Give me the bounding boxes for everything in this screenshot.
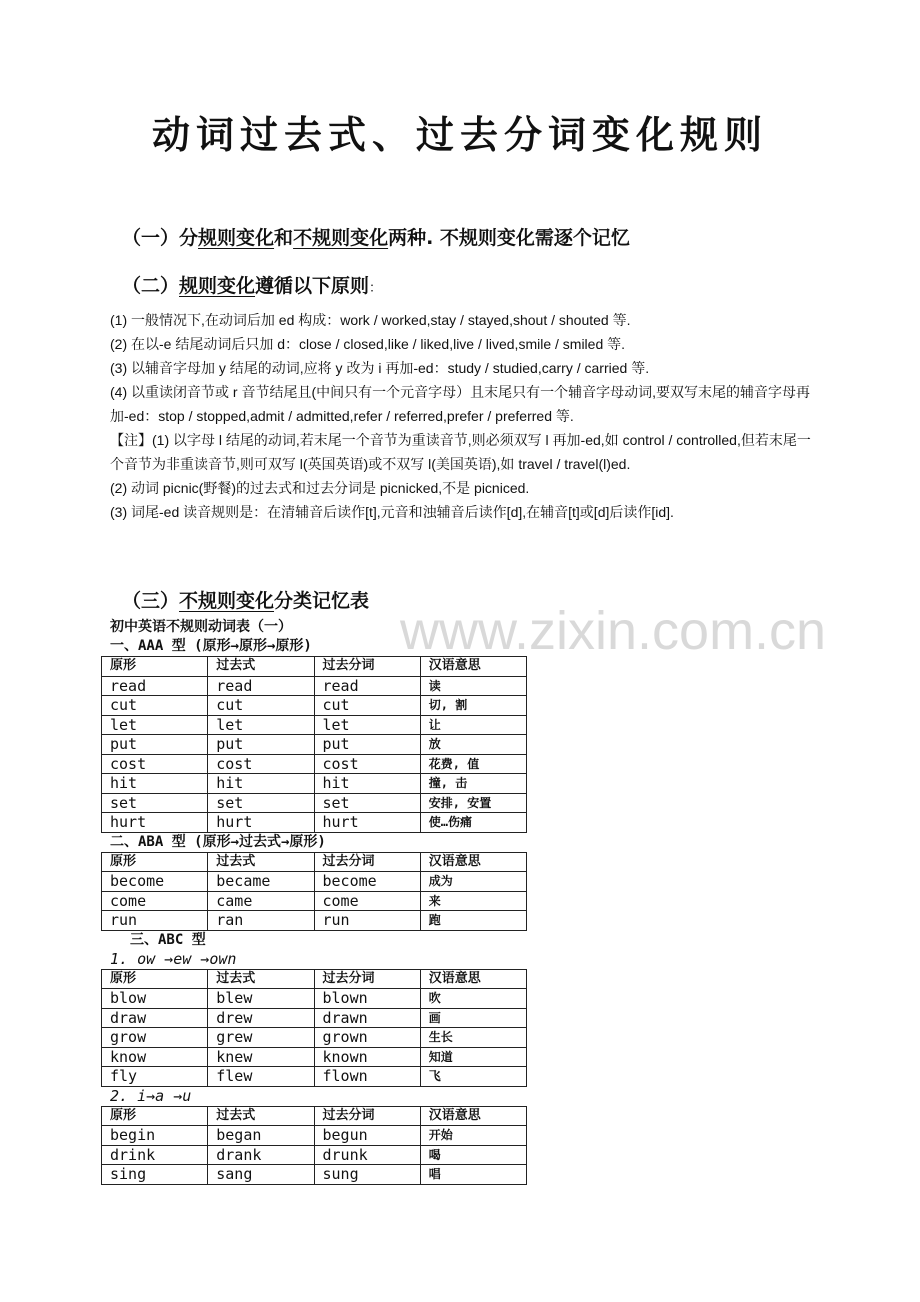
note-2: (2) 动词 picnic(野餐)的过去式和过去分词是 picnicked,不是 picniced. [110, 480, 530, 496]
abc-caption: 三、ABC 型 [130, 931, 206, 948]
table-header-row [102, 1106, 527, 1126]
cell-past: ran [208, 911, 314, 931]
section-1-heading [122, 223, 630, 250]
rules-list [110, 308, 815, 524]
aba-table [101, 852, 527, 931]
section-1-text-a: 分 [179, 227, 199, 249]
section-3-irregular: 不规则变化 [179, 590, 275, 612]
cell-meaning: 跑 [420, 911, 526, 931]
cell-meaning: 开始 [420, 1126, 526, 1146]
cell-participle: put [314, 735, 420, 755]
cell-past: became [208, 872, 314, 892]
table-row [102, 989, 527, 1009]
header-base: 原形 [102, 657, 208, 677]
cell-base: put [102, 735, 208, 755]
table-row [102, 1165, 527, 1185]
cell-base: draw [102, 1008, 208, 1028]
cell-participle: begun [314, 1126, 420, 1146]
cell-participle: known [314, 1047, 420, 1067]
page-title: 动词过去式、过去分词变化规则 [151, 112, 768, 157]
cell-past: knew [208, 1047, 314, 1067]
cell-participle: blown [314, 989, 420, 1009]
table-header-row [102, 657, 527, 677]
section-2-regular: 规则变化 [179, 275, 256, 297]
header-meaning: 汉语意思 [420, 1106, 526, 1126]
cell-participle: hit [314, 774, 420, 794]
section-2-heading [122, 271, 382, 298]
cell-participle: drawn [314, 1008, 420, 1028]
cell-participle: set [314, 793, 420, 813]
cell-base: hurt [102, 813, 208, 833]
cell-meaning: 来 [420, 891, 526, 911]
cell-participle: run [314, 911, 420, 931]
table-row [102, 754, 527, 774]
cell-base: know [102, 1047, 208, 1067]
cell-past: blew [208, 989, 314, 1009]
cell-participle: grown [314, 1028, 420, 1048]
section-2-text-b: 遵循以下原则 [255, 275, 370, 297]
header-meaning: 汉语意思 [420, 852, 526, 872]
section-1-regular: 规则变化 [198, 227, 275, 249]
table-row [102, 891, 527, 911]
cell-base: run [102, 911, 208, 931]
header-meaning: 汉语意思 [420, 969, 526, 989]
cell-base: sing [102, 1165, 208, 1185]
cell-past: cut [208, 696, 314, 716]
cell-base: hit [102, 774, 208, 794]
rule-4: (4) 以重读闭音节或 r 音节结尾且(中间只有一个元音字母）且末尾只有一个辅音字母动词,要双写末尾的辅音字母再加-ed：stop / stopped,admit / admitted,refer / referred,prefer / preferred 等. [110, 384, 810, 424]
note-1: 【注】(1) 以字母 l 结尾的动词,若末尾一个音节为重读音节,则必须双写 l 再加-ed,如 control / controlled,但若末尾一个音节为非重读音节,则可双写 l(英国英语)或不双写 l(美国英语),如 travel / travel(l)ed. [110, 432, 811, 472]
cell-base: read [102, 676, 208, 696]
table-row [102, 911, 527, 931]
table-row [102, 696, 527, 716]
cell-participle: let [314, 715, 420, 735]
table-row [102, 735, 527, 755]
table-row [102, 1047, 527, 1067]
aaa-table [101, 656, 527, 833]
header-base: 原形 [102, 1106, 208, 1126]
rule-2: (2) 在以-e 结尾动词后只加 d：close / closed,like / liked,live / lived,smile / smiled 等. [110, 336, 626, 352]
cell-participle: flown [314, 1067, 420, 1087]
cell-past: put [208, 735, 314, 755]
cell-base: cut [102, 696, 208, 716]
rule-3: (3) 以辅音字母加 y 结尾的动词,应将 y 改为 i 再加-ed：study / studied,carry / carried 等. [110, 360, 650, 376]
section-2-colon: ： [369, 281, 383, 296]
cell-past: set [208, 793, 314, 813]
irregular-verb-tables [110, 618, 530, 1185]
table-row [102, 1067, 527, 1087]
table-row [102, 1028, 527, 1048]
table-header-row [102, 969, 527, 989]
aaa-caption: 一、AAA 型 (原形→原形→原形) [110, 638, 312, 654]
header-past: 过去式 [208, 1106, 314, 1126]
abc-group-2-caption: 2. i→a →u [110, 1086, 192, 1105]
header-participle: 过去分词 [314, 852, 420, 872]
table-row [102, 813, 527, 833]
cell-past: hit [208, 774, 314, 794]
abc-group-2-table [101, 1106, 527, 1185]
section-1-text-e: 两种. 不规则变化需逐个记忆 [388, 227, 630, 249]
cell-meaning: 吹 [420, 989, 526, 1009]
cell-meaning: 使…伤痛 [420, 813, 526, 833]
section-1-irregular: 不规则变化 [293, 227, 389, 249]
cell-past: cost [208, 754, 314, 774]
header-past: 过去式 [208, 852, 314, 872]
section-3-heading [122, 586, 369, 613]
cell-meaning: 安排, 安置 [420, 793, 526, 813]
header-past: 过去式 [208, 969, 314, 989]
table-row [102, 774, 527, 794]
header-base: 原形 [102, 969, 208, 989]
cell-past: came [208, 891, 314, 911]
cell-meaning: 喝 [420, 1145, 526, 1165]
table-row [102, 872, 527, 892]
cell-participle: hurt [314, 813, 420, 833]
cell-meaning: 成为 [420, 872, 526, 892]
cell-base: fly [102, 1067, 208, 1087]
cell-past: flew [208, 1067, 314, 1087]
table-row [102, 1126, 527, 1146]
table-row [102, 676, 527, 696]
abc-group-1-table [101, 969, 527, 1087]
cell-past: sang [208, 1165, 314, 1185]
section-1-text-c: 和 [274, 227, 294, 249]
rule-1: (1) 一般情况下,在动词后加 ed 构成：work / worked,stay / stayed,shout / shouted 等. [110, 312, 631, 328]
cell-meaning: 读 [420, 676, 526, 696]
cell-participle: cost [314, 754, 420, 774]
table-row [102, 1145, 527, 1165]
cell-base: grow [102, 1028, 208, 1048]
cell-meaning: 花费, 值 [420, 754, 526, 774]
header-meaning: 汉语意思 [420, 657, 526, 677]
cell-participle: become [314, 872, 420, 892]
verb-table-title: 初中英语不规则动词表（一） [110, 619, 292, 635]
cell-past: drank [208, 1145, 314, 1165]
table-row [102, 793, 527, 813]
cell-meaning: 生长 [420, 1028, 526, 1048]
table-header-row [102, 852, 527, 872]
cell-past: read [208, 676, 314, 696]
cell-meaning: 飞 [420, 1067, 526, 1087]
cell-meaning: 知道 [420, 1047, 526, 1067]
section-2-number: （二） [122, 275, 180, 297]
header-base: 原形 [102, 852, 208, 872]
note-3: (3) 词尾-ed 读音规则是：在清辅音后读作[t],元音和浊辅音后读作[d],在辅音[t]或[d]后读作[id]. [110, 504, 674, 520]
cell-meaning: 画 [420, 1008, 526, 1028]
cell-base: let [102, 715, 208, 735]
cell-base: come [102, 891, 208, 911]
header-past: 过去式 [208, 657, 314, 677]
cell-participle: read [314, 676, 420, 696]
cell-meaning: 切, 割 [420, 696, 526, 716]
cell-meaning: 撞, 击 [420, 774, 526, 794]
cell-base: set [102, 793, 208, 813]
cell-base: become [102, 872, 208, 892]
cell-base: cost [102, 754, 208, 774]
header-participle: 过去分词 [314, 657, 420, 677]
cell-base: drink [102, 1145, 208, 1165]
section-3-text-b: 分类记忆表 [274, 590, 370, 612]
cell-meaning: 让 [420, 715, 526, 735]
abc-group-1-caption: 1. ow →ew →own [110, 949, 237, 968]
cell-participle: cut [314, 696, 420, 716]
section-1-number: （一） [122, 227, 180, 249]
cell-meaning: 放 [420, 735, 526, 755]
cell-participle: drunk [314, 1145, 420, 1165]
cell-past: drew [208, 1008, 314, 1028]
cell-past: let [208, 715, 314, 735]
cell-base: begin [102, 1126, 208, 1146]
table-row [102, 1008, 527, 1028]
cell-participle: sung [314, 1165, 420, 1185]
cell-participle: come [314, 891, 420, 911]
cell-meaning: 唱 [420, 1165, 526, 1185]
header-participle: 过去分词 [314, 969, 420, 989]
section-3-number: （三） [122, 590, 180, 612]
header-participle: 过去分词 [314, 1106, 420, 1126]
cell-past: hurt [208, 813, 314, 833]
table-row [102, 715, 527, 735]
aba-caption: 二、ABA 型 (原形→过去式→原形) [110, 833, 326, 850]
cell-base: blow [102, 989, 208, 1009]
cell-past: began [208, 1126, 314, 1146]
watermark: www.zixin.com.cn [400, 601, 827, 661]
cell-past: grew [208, 1028, 314, 1048]
